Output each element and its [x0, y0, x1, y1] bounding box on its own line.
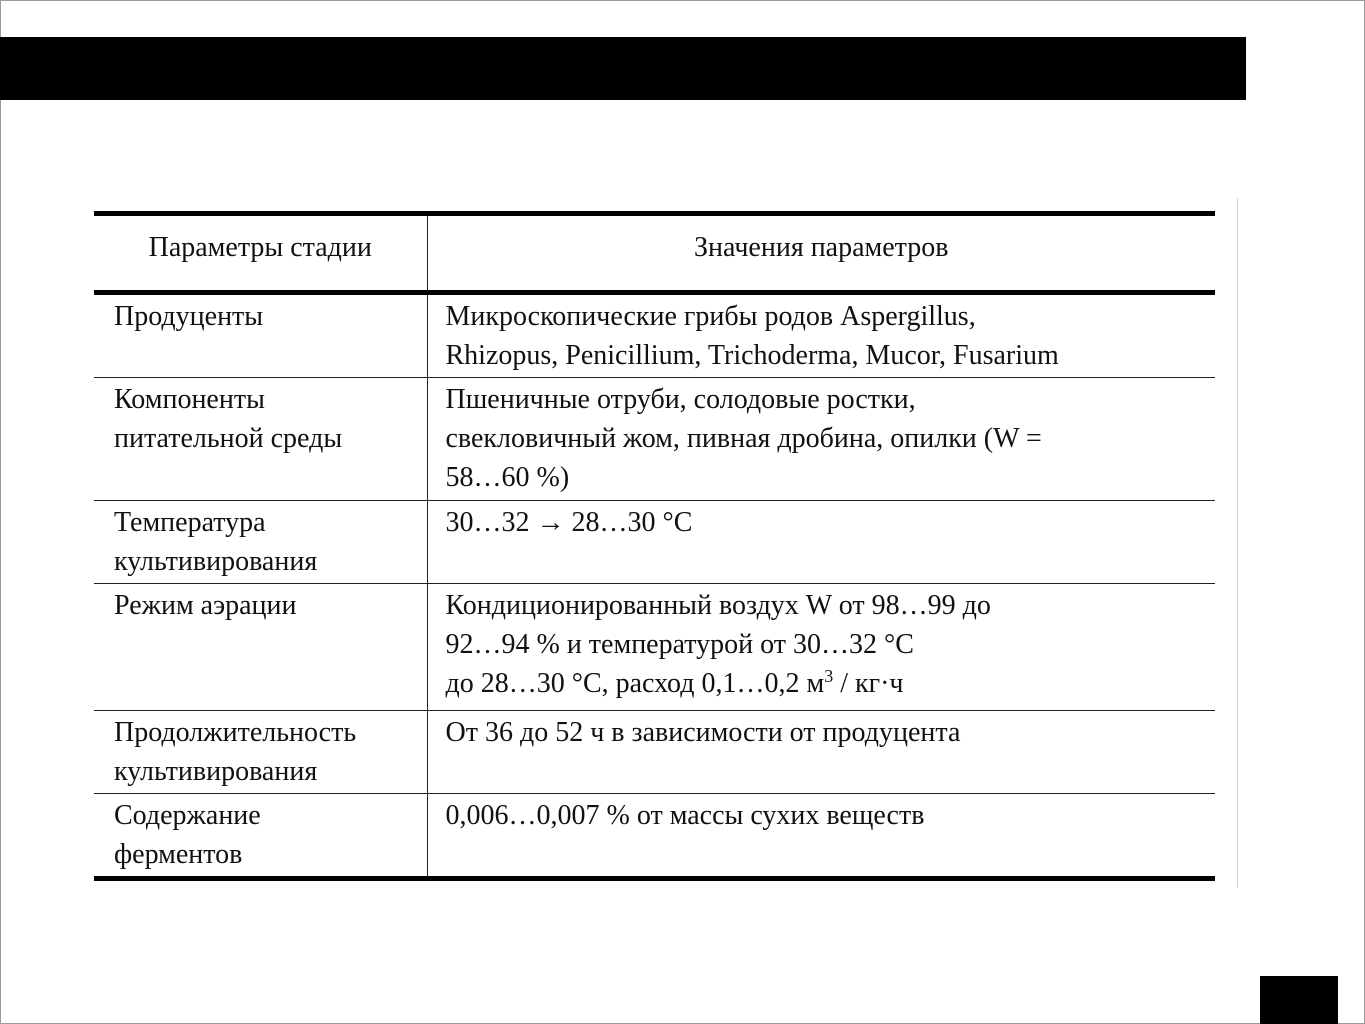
title-bar [0, 37, 1246, 100]
param-value-cell [427, 501, 1215, 584]
param-value-text: 58…60 %) [445, 462, 570, 493]
param-value-text: Пшеничные отруби, солодовые ростки, [445, 384, 916, 415]
header-parameters: Параметры стадии [94, 214, 427, 293]
param-name-text: Температура [114, 507, 266, 538]
header-values: Значения параметров [427, 214, 1215, 293]
param-value-text-with-superscript [446, 664, 1206, 703]
param-name-text: Компоненты [114, 384, 265, 415]
param-value-text: 0,006…0,007 % от массы сухих веществ [445, 800, 925, 831]
param-name-text: культивирования [114, 546, 318, 577]
param-name-text: Режим аэрации [114, 590, 297, 621]
param-name-text: питательной среды [114, 423, 343, 454]
param-name-text: Продолжительность [114, 717, 357, 748]
param-value-text: 30…32 → 28…30 °С [445, 507, 693, 538]
table-row [94, 584, 1215, 711]
parameters-table [94, 211, 1215, 881]
param-name-text: Продуценты [114, 301, 264, 332]
param-value-text: свекловичный жом, пивная дробина, опилки (W = [445, 423, 1042, 454]
corner-block [1260, 976, 1338, 1024]
param-name-cell [94, 501, 427, 584]
table-row [94, 293, 1215, 378]
param-value-fragment: / кг·ч [833, 668, 904, 699]
param-value-text: 92…94 % и температурой от 30…32 °С [445, 629, 914, 660]
table-row [94, 378, 1215, 501]
superscript-exponent: 3 [824, 666, 834, 686]
right-divider-line [1237, 198, 1238, 888]
param-name-cell [94, 293, 427, 378]
table-row [94, 711, 1215, 794]
param-value-text: От 36 до 52 ч в зависимости от продуцента [445, 717, 961, 748]
param-value-cell [427, 711, 1215, 794]
param-name-cell [94, 794, 427, 879]
param-value-cell [427, 378, 1215, 501]
param-value-cell [427, 584, 1215, 711]
param-value-text: Микроскопические грибы родов Aspergillus, [445, 301, 976, 332]
param-value-cell [427, 293, 1215, 378]
table-row [94, 501, 1215, 584]
table-header-row [94, 214, 1215, 293]
param-name-cell [94, 378, 427, 501]
param-value-cell [427, 794, 1215, 879]
param-value-fragment: до 28…30 °С, расход 0,1…0,2 м [445, 668, 825, 699]
table-row [94, 794, 1215, 879]
param-name-cell [94, 711, 427, 794]
param-name-text: Содержание [114, 800, 261, 831]
param-value-text: Rhizopus, Penicillium, Trichoderma, Mucor, Fusarium [445, 340, 1059, 371]
param-name-text: культивирования [114, 756, 318, 787]
param-name-text: ферментов [114, 839, 243, 870]
param-name-cell [94, 584, 427, 711]
param-value-text: Кондиционированный воздух W от 98…99 до [445, 590, 991, 621]
